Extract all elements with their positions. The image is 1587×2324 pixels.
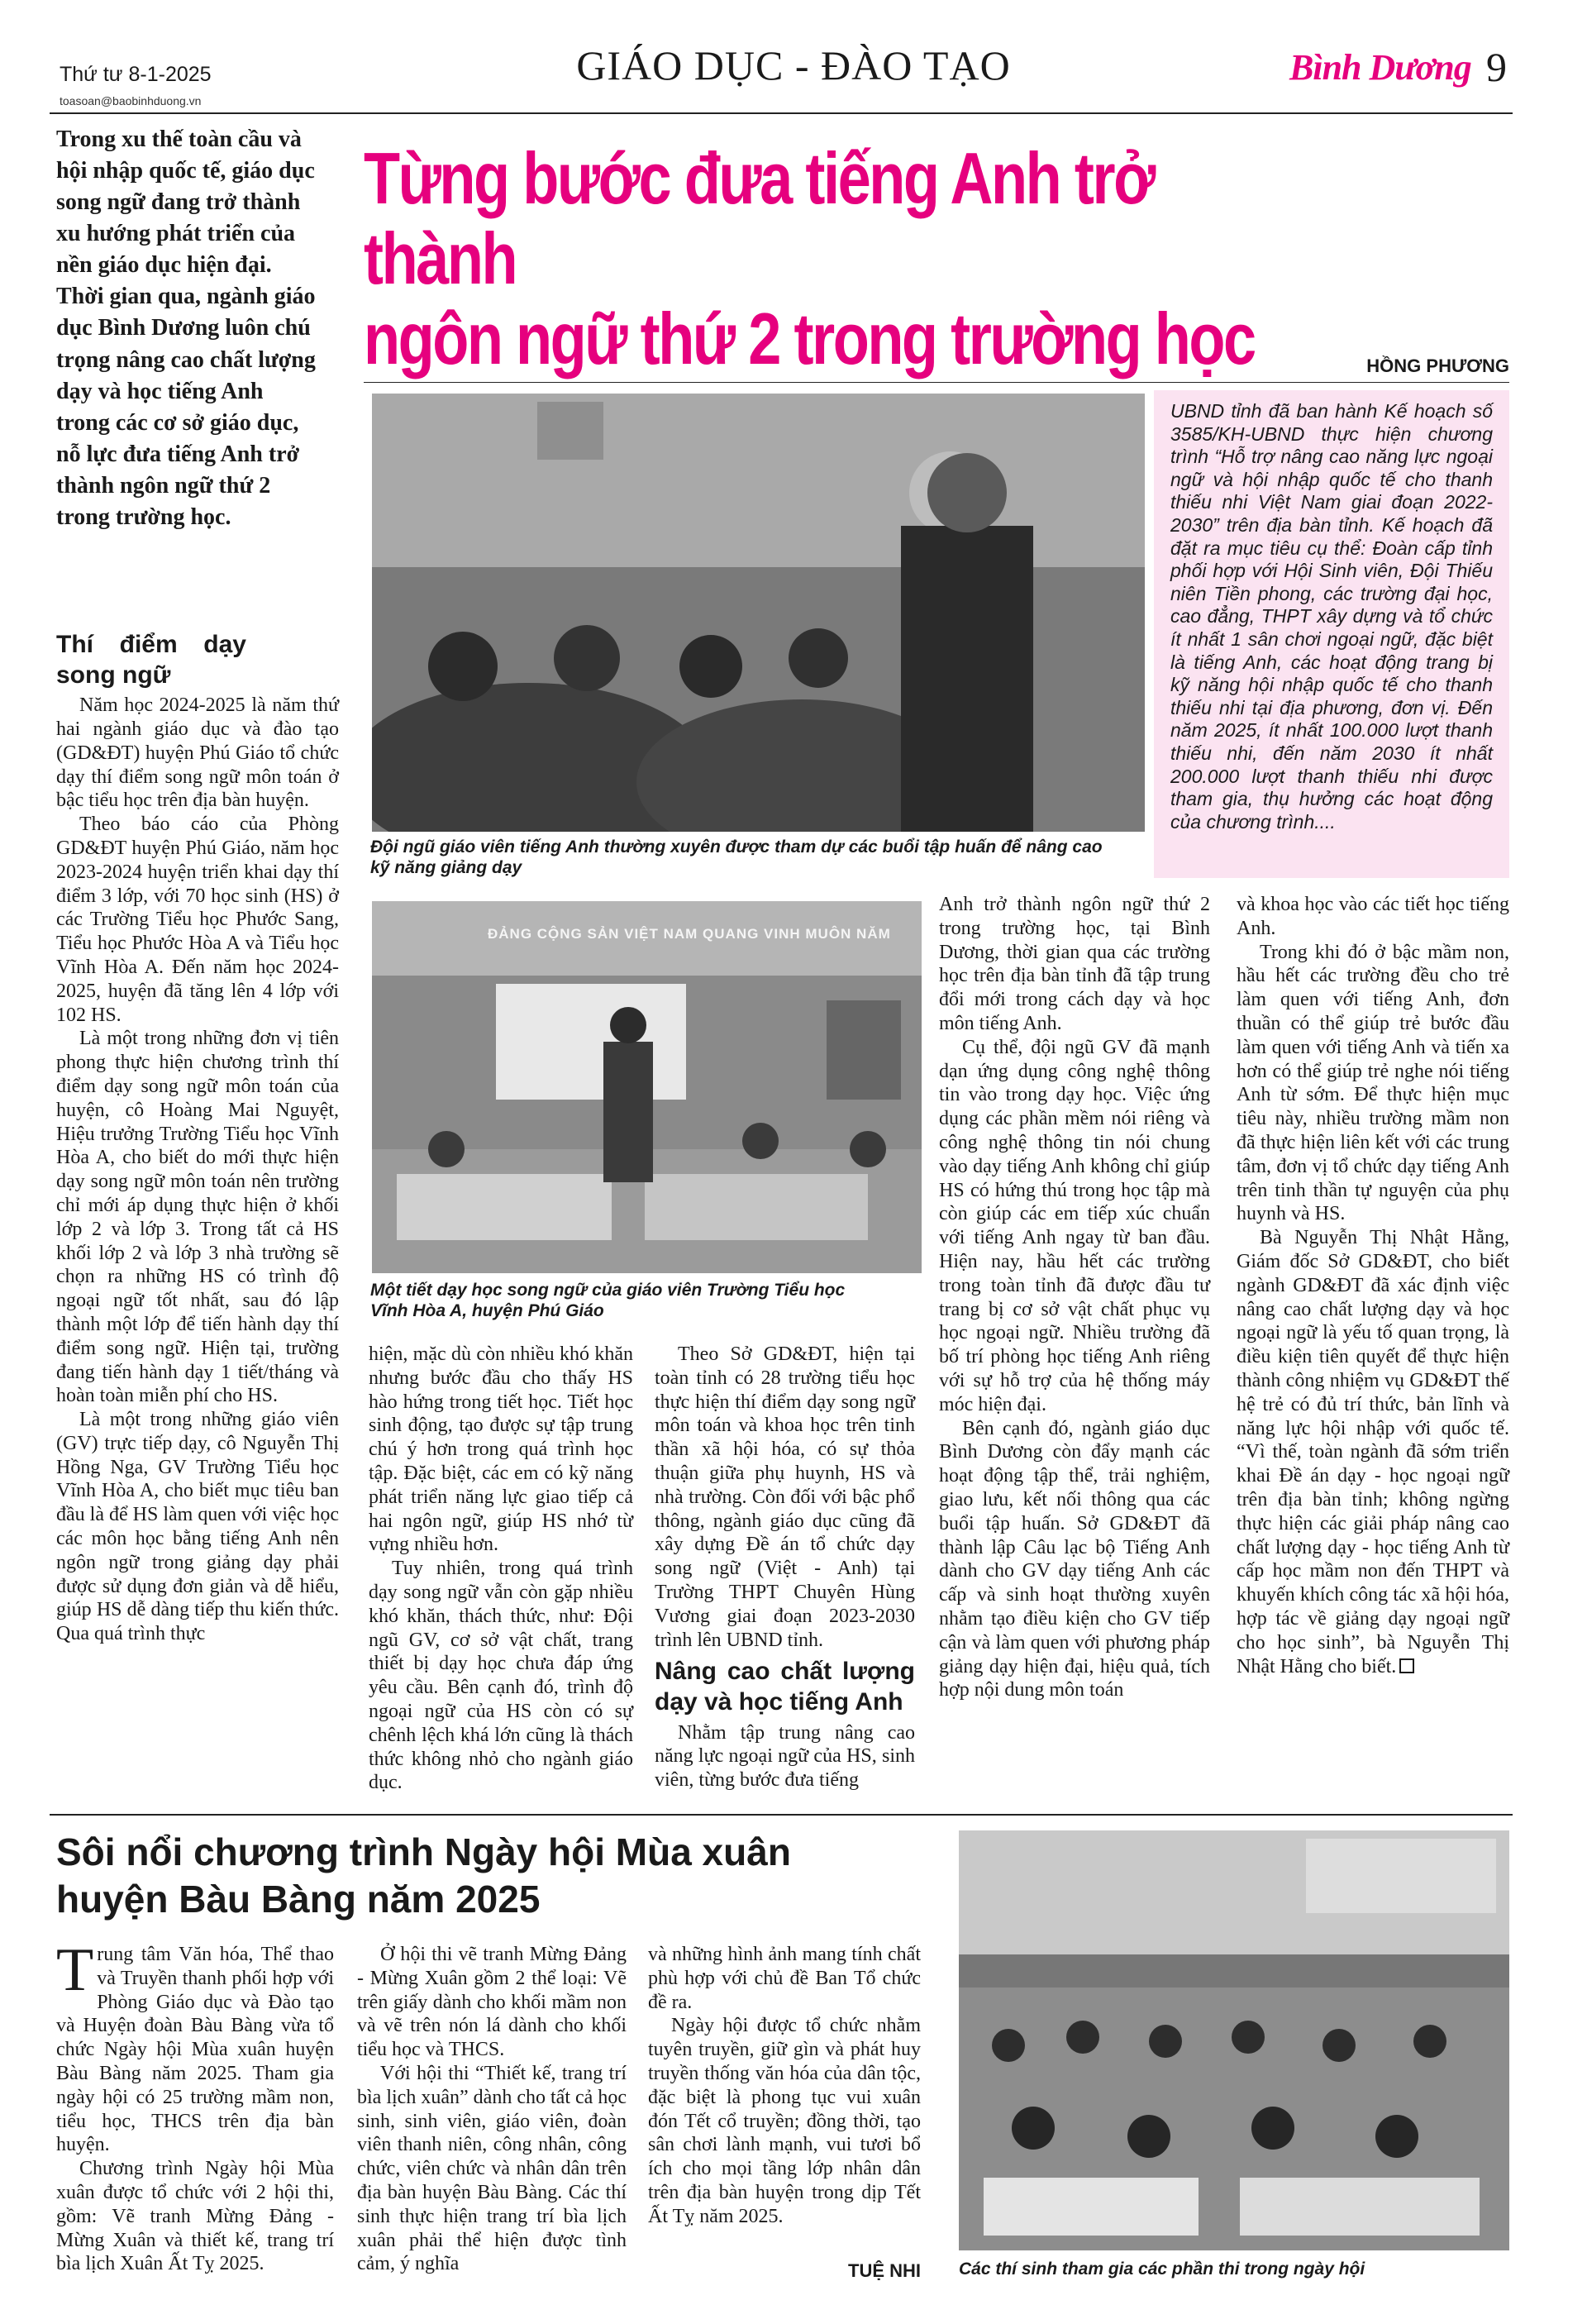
article-divider bbox=[50, 1814, 1513, 1816]
dropcap: T bbox=[56, 1936, 94, 2004]
second-title-line-1: Sôi nổi chương trình Ngày hội Mùa xuân bbox=[56, 1830, 791, 1873]
col1-para-1: Năm học 2024-2025 là năm thứ hai ngành giáo dục và đào tạo (GD&ĐT) huyện Phú Giáo tổ chức dạy thí điểm song ngữ môn toán ở bậc tiểu học trên địa bàn huyện. bbox=[56, 694, 339, 812]
col2-para-1: hiện, mặc dù còn nhiều khó khăn nhưng bước đầu cho thấy HS hào hứng trong tiết học. Tiết học sinh động, tạo được sự tập trung chú ý hơn trong quá trình học tập. Đặc biệt, các em có kỹ năng phát triển năng lực giao tiếp cả hai ngôn ngữ, giúp HS nhớ từ vựng nhiều hơn. bbox=[369, 1343, 633, 1556]
col3-para-2: Nhằm tập trung nâng cao năng lực ngoại ngữ của HS, sinh viên, từng bước đưa tiếng bbox=[655, 1721, 915, 1792]
second-col2-para-2: Với hội thi “Thiết kế, trang trí bìa lịch xuân” dành cho tất cả học sinh, sinh viên, giáo viên, đoàn viên thanh niên, công nhân, công chức, viên chức và nhân dân trên địa bàn huyện Bàu Bàng. Các thí sinh thực hiện trang trí bìa lịch xuân phải thể hiện được tình cảm, ý nghĩa bbox=[357, 2062, 627, 2275]
article-title bbox=[364, 139, 1313, 379]
second-col1-para-2: Chương trình Ngày hội Mùa xuân được tổ chức với 2 hội thi, gồm: Vẽ tranh Mừng Đảng - Mừng Xuân và thiết kế, trang trí bìa lịch Xuân Ất Tỵ 2025. bbox=[56, 2158, 334, 2275]
second-col1-para-1 bbox=[56, 1936, 334, 2157]
masthead-brand: Bình Dương bbox=[1289, 47, 1471, 88]
col1-para-3: Là một trong những đơn vị tiên phong thực hiện chương trình thí điểm dạy song ngữ môn toán của huyện, cô Hoàng Mai Nguyệt, Hiệu trưởng Trường Tiểu học Vĩnh Hòa A, cho biết do mới thực hiện dạy song ngữ môn toán nên trường chỉ mới áp dụng thực hiện ở khối lớp 2 và lớp 3. Trong tất cả HS khối lớp 2 và lớp 3 nhà trường sẽ chọn ra những HS có trình độ ngoại ngữ tốt nhất, sau đó lập thành một lớp để tiến hành dạy thí điểm song ngữ. Hiện tại, trường đang tiến hành dạy 1 tiết/tháng và hoàn toàn miễn phí cho HS. bbox=[56, 1028, 339, 1407]
col2-para-2: Tuy nhiên, trong quá trình dạy song ngữ vẫn còn gặp nhiều khó khăn, thách thức, như: Đội ngũ GV, cơ sở vật chất, trang thiết bị dạy học chưa đáp ứng yêu cầu. Bên cạnh đó, trình độ ngoại ngữ của HS còn có sự chênh lệch khá lớn cũng là thách thức không nhỏ cho ngành giáo dục. bbox=[369, 1558, 633, 1794]
second-col3-para-1: và những hình ảnh mang tính chất phù hợp với chủ đề Ban Tổ chức đề ra. bbox=[648, 1944, 921, 2013]
end-mark-icon bbox=[1399, 1658, 1414, 1673]
second-col1-para-1-text: rung tâm Văn hóa, Thể thao và Truyền thanh phối hợp với Phòng Giáo dục và Đào tạo và Huyện đoàn Bàu Bàng vừa tổ chức Ngày hội Mùa xuân huyện Bàu Bàng năm 2025. Tham gia ngày hội có 25 trường mầm non, tiểu học, THCS trên địa bàn huyện. bbox=[56, 1944, 334, 2156]
classroom-photo-caption: Một tiết dạy học song ngữ của giáo viên Trường Tiểu học Vĩnh Hòa A, huyện Phú Giáo bbox=[370, 1281, 846, 1321]
subhead-quality: Nâng cao chất lượng dạy và học tiếng Anh bbox=[655, 1658, 915, 1716]
col5-para-2: Trong khi đó ở bậc mầm non, hầu hết các trường đều cho trẻ làm quen với tiếng Anh, đơn thuần có thể giúp trẻ bước đầu làm quen với tiếng Anh và tiến xa hơn có thể giúp trẻ nghe nói tiếng Anh từ sớm. Để thực hiện mục tiêu này, nhiều trường mầm non đã thực hiện liên kết với các trung tâm, đơn vị tổ chức dạy tiếng Anh trên tinh thần tự nguyện của phụ huynh và HS. bbox=[1237, 941, 1509, 1225]
training-photo-caption: Đội ngũ giáo viên tiếng Anh thường xuyên được tham dự các buổi tập huấn để nâng cao kỹ năng giảng dạy bbox=[370, 837, 1103, 878]
article-column-1 bbox=[56, 630, 339, 1646]
col3-para-1: Theo Sở GD&ĐT, hiện tại toàn tỉnh có 28 trường tiểu học thực hiện thí điểm dạy song ngữ môn toán và khoa học trên tinh thần xã hội hóa, có sự thỏa thuận giữa phụ huynh, HS và nhà trường. Còn đối với bậc phổ thông, ngành giáo dục cũng đã xây dựng Đề án tổ chức dạy song ngữ (Việt - Anh) tại Trường THPT Chuyên Hùng Vương giai đoạn 2023-2030 trình lên UBND tỉnh. bbox=[655, 1343, 915, 1651]
article-author: HỒNG PHƯƠNG bbox=[1366, 356, 1509, 376]
second-article-title bbox=[56, 1829, 932, 1923]
second-article-author: TUỆ NHI bbox=[848, 2260, 921, 2281]
col5-para-3-text: Bà Nguyễn Thị Nhật Hằng, Giám đốc Sở GD&ĐT, cho biết ngành GD&ĐT đã xác định việc nâng cao chất lượng dạy và học ngoại ngữ là yếu tố quan trọng, là điều kiện tiên quyết để thực hiện thành công nhiệm vụ GD&ĐT thế hệ trẻ có đủ trí thức, bản lĩnh và năng lực hội nhập với quốc tế. “Vì thế, toàn ngành đã sớm triển khai Đề án dạy - học ngoại ngữ trên địa bàn tỉnh; không ngừng thực hiện các giải pháp nâng cao chất lượng dạy - học tiếng Anh từ cấp học mầm non đến THPT và khuyến khích công tác xã hội hóa, hợp tác về giảng dạy ngoại ngữ cho học sinh”, bà Nguyễn Thị Nhật Hằng cho biết. bbox=[1237, 1227, 1509, 1677]
second-column-2 bbox=[357, 1943, 627, 2276]
classroom-photo bbox=[372, 901, 922, 1273]
article-title-line-2: ngôn ngữ thứ 2 trong trường học bbox=[364, 297, 1255, 379]
second-column-3 bbox=[648, 1943, 921, 2229]
author-rule bbox=[364, 382, 1509, 383]
second-column-1 bbox=[56, 1936, 334, 2276]
program-sidebar-box bbox=[1154, 390, 1509, 878]
article-lead: Trong xu thế toàn cầu và hội nhập quốc tế, giáo dục song ngữ đang trở thành xu hướng phát triển của nền giáo dục hiện đại. Thời gian qua, ngành giáo dục Bình Dương luôn chú trọng nâng cao chất lượng dạy và học tiếng Anh trong các cơ sở giáo dục, nỗ lực đưa tiếng Anh trở thành ngôn ngữ thứ 2 trong trường học. bbox=[56, 126, 316, 530]
training-photo bbox=[372, 394, 1145, 832]
article-title-line-1: Từng bước đưa tiếng Anh trở thành bbox=[364, 137, 1154, 299]
article-column-3 bbox=[655, 1343, 915, 1792]
program-sidebar-text: UBND tỉnh đã ban hành Kế hoạch số 3585/KH-UBND thực hiện chương trình “Hỗ trợ nâng cao năng lực ngoại ngữ và hội nhập quốc tế cho thanh thiếu nhi Việt Nam giai đoạn 2022-2030” trên địa bàn tỉnh. Kế hoạch đã đặt ra mục tiêu cụ thể: Đoàn cấp tỉnh phối hợp với Hội Sinh viên, Đội Thiếu niên Tiền phong, các trường đại học, cao đẳng, THPT xây dựng và tổ chức ít nhất 1 sân chơi ngoại ngữ, đặc biệt là tiếng Anh, các hoạt động trang bị kỹ năng hội nhập quốc tế cho thanh thiếu nhi tại địa phương, đơn vị. Đến năm 2025, ít nhất 100.000 lượt thanh thiếu nhi, đến năm 2030 ít nhất 200.000 lượt thanh thiếu nhi được tham gia, thụ hưởng các hoạt động của chương trình.... bbox=[1170, 400, 1493, 833]
contact-email: toasoan@baobinhduong.vn bbox=[60, 94, 202, 107]
issue-date: Thứ tư 8-1-2025 bbox=[60, 63, 212, 86]
col5-para-1: và khoa học vào các tiết học tiếng Anh. bbox=[1237, 894, 1509, 939]
article-column-4 bbox=[939, 893, 1210, 1702]
second-title-line-2: huyện Bàu Bàng năm 2025 bbox=[56, 1878, 541, 1921]
subhead-pilot: Thí điểm dạy song ngữ bbox=[56, 631, 246, 689]
festival-photo-caption: Các thí sinh tham gia các phần thi trong ngày hội bbox=[959, 2260, 1365, 2279]
article-column-2 bbox=[369, 1343, 633, 1795]
col1-para-2: Theo báo cáo của Phòng GD&ĐT huyện Phú Giáo, năm học 2023-2024 huyện triển khai dạy thí điểm 3 lớp, với 70 học sinh (HS) ở các Trường Tiểu học Phước Sang, Tiểu học Phước Hòa A và Tiểu học Vĩnh Hòa A. Đến năm học 2024-2025, huyện đã tăng lên 4 lớp với 102 HS. bbox=[56, 814, 339, 1026]
header-rule bbox=[50, 112, 1513, 114]
second-col3-para-2: Ngày hội được tổ chức nhằm tuyên truyền, giữ gìn và phát huy truyền thống văn hóa của dân tộc, đặc biệt là phong tục vui xuân đón Tết cổ truyền; đồng thời, tạo sân chơi lành mạnh, vui tươi bổ ích cho mọi tầng lớp nhân dân trên địa bàn huyện trong dịp Tết Ất Tỵ năm 2025. bbox=[648, 2015, 921, 2227]
section-name: GIÁO DỤC - ĐÀO TẠO bbox=[576, 42, 1011, 88]
col5-para-3 bbox=[1237, 1226, 1509, 1678]
col4-para-3: Bên cạnh đó, ngành giáo dục Bình Dương còn đẩy mạnh các hoạt động tập thể, trải nghiệm, giao lưu, kết nối thông qua các buổi tập huấn. Sở GD&ĐT đã thành lập Câu lạc bộ Tiếng Anh dành cho GV dạy tiếng Anh các cấp và sinh hoạt thường xuyên nhằm tạo điều kiện cho GV tiếp cận và làm quen với phương pháp giảng dạy hiện đại, hiệu quả, tích hợp nội dung môn toán bbox=[939, 1417, 1210, 1701]
col1-para-4: Là một trong những giáo viên (GV) trực tiếp dạy, cô Nguyễn Thị Hồng Nga, GV Trường Tiểu học Vĩnh Hòa A, cho biết mục tiêu ban đầu là để HS làm quen với việc học các môn học bằng tiếng Anh nên ngôn ngữ trong giảng dạy phải được sử dụng đơn giản và dễ hiểu, giúp HS dễ dàng tiếp thu kiến thức. Qua quá trình thực bbox=[56, 1409, 339, 1645]
article-column-5 bbox=[1237, 893, 1509, 1678]
second-col2-para-1: Ở hội thi vẽ tranh Mừng Đảng - Mừng Xuân gồm 2 thể loại: Vẽ trên giấy dành cho khối mầm non và vẽ trên nón lá dành cho khối tiểu học và THCS. bbox=[357, 1944, 627, 2061]
col4-para-2: Cụ thể, đội ngũ GV đã mạnh dạn ứng dụng công nghệ thông tin vào trong dạy học. Việc ứng dụng các phần mềm nói riêng và công nghệ thông tin nói chung vào dạy tiếng Anh không chỉ giúp HS có hứng thú trong học tập mà còn giúp các em tiếp xúc chuẩn với tiếng Anh ngay từ ban đầu. Hiện nay, hầu hết các trường trong toàn tỉnh đã được đầu tư trang bị cơ sở vật chất phục vụ học ngoại ngữ. Nhiều trường đã bố trí phòng học tiếng Anh riêng với sự hỗ trợ của hệ thống máy móc hiện đại. bbox=[939, 1036, 1210, 1415]
col4-para-1: Anh trở thành ngôn ngữ thứ 2 trong trường học, tại Bình Dương, thời gian qua các trường học trên địa bàn tỉnh đã tập trung đổi mới trong cách dạy và học môn tiếng Anh. bbox=[939, 894, 1210, 1034]
festival-photo bbox=[959, 1830, 1509, 2250]
page-number: 9 bbox=[1486, 44, 1507, 90]
classroom-banner: ĐẢNG CỘNG SẢN VIỆT NAM QUANG VINH MUÔN NĂM bbox=[488, 926, 891, 942]
